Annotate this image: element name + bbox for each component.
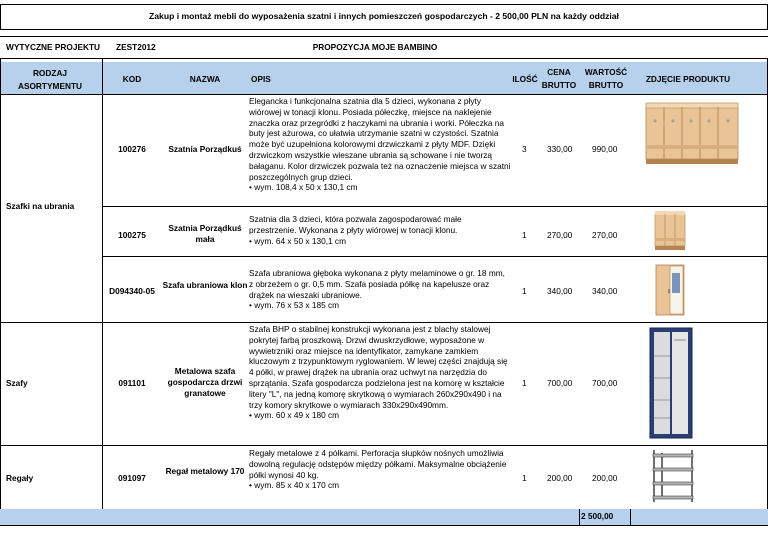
row-nazwa: Szatnia Porządkuś [168,144,242,154]
row-opis: Elegancka i funkcjonalna szatnia dla 5 dzieci, wykonana z płyty wiórowej w tonacji klonu. Posiada półeczkę, miejsce na naklejenie znaczka oraz przegródki z haczykami na ubrania i worki. Półeczka na buty jest ażurowa, co ułatwia utrzymanie szatni w czystości. Szatnia może być uzupełniona kolorowymi drzwiczkami z płyty MDF. Dzięki drzwiczkom wszystkie wieszane ubrania są schowane i nie tworzą bałaganu. Kolor drzwiczek pozwala też na oznaczenie miejsca w szatni poszczególnych grup dzieci. • wym. 108,4 x 50 x 130,1 cm [249,96,511,193]
row-wartosc: 990,00 [592,144,618,154]
row-opis: Regały metalowe z 4 półkami. Perforacja słupków nośnych umożliwia dowolną regulację odstępów między półkami. Maksymalne obciążenie półki wynosi 40 kg. • wym. 85 x 40 x 170 cm [249,448,507,491]
grid-line [102,58,103,509]
border [0,29,768,30]
row-ilosc: 1 [522,230,527,240]
header-wartosc: WARTOŚĆ BRUTTO [584,67,628,90]
row-wartosc: 200,00 [592,473,618,483]
header-nazwa: NAZWA [189,74,221,84]
row-cena: 340,00 [547,286,573,296]
grid-line [0,445,768,446]
border [0,4,768,5]
row-wartosc: 340,00 [592,286,618,296]
row-opis: Szafa ubraniowa głęboka wykonana z płyty melaminowe o gr. 18 mm, z obrzeżem o gr. 0,5 mm. Szafa posiada półkę na kapelusze oraz drążek na wieszaki ubraniowe. • wym. 76 x 53 x 185 cm [249,268,505,311]
row-ilosc: 1 [522,378,527,388]
metal-cabinet-photo [646,326,696,442]
total-band [0,509,768,525]
border [0,36,768,37]
grid-line [0,525,768,526]
locker-3-photo [653,210,687,252]
row-nazwa: Metalowa szafa gospodarcza drzwi granatowe [167,366,243,398]
row-kod: 091101 [118,378,146,388]
header-ilosc: ILOŚĆ [512,74,538,84]
page-title: Zakup i montaż mebli do wyposażenia szatni i innych pomieszczeń gospodarczych - 2 500,00 PLN na każdy oddział [149,11,619,21]
project-label: WYTYCZNE PROJEKTU [6,42,101,52]
row-ilosc: 1 [522,473,527,483]
row-wartosc: 700,00 [592,378,618,388]
category-szafki: Szafki na ubrania [6,201,75,211]
header-opis: OPIS [251,74,271,84]
row-opis: Szatnia dla 3 dzieci, która pozwala zagospodarować małe przestrzenie. Wykonana z płyty wiórowej w tonacji klonu. • wym. 64 x 50 x 130,1 cm [249,214,462,246]
grid-line [102,256,768,257]
header-zdjecie: ZDJĘCIE PRODUKTU [645,74,731,84]
row-kod: 100276 [118,144,146,154]
border [0,58,768,59]
project-code: ZEST2012 [116,42,156,52]
row-ilosc: 3 [522,144,527,154]
row-kod: 091097 [118,473,146,483]
row-kod: D094340-05 [109,286,155,296]
grid-line [579,509,580,525]
row-wartosc: 270,00 [592,230,618,240]
category-szafy: Szafy [6,378,28,388]
category-regaly: Regały [6,473,34,483]
row-cena: 270,00 [547,230,573,240]
metal-shelf-photo [650,448,696,504]
row-nazwa: Szafa ubraniowa klon [162,280,248,290]
row-opis: Szafa BHP o stabilnej konstrukcji wykonana jest z blachy stalowej pokrytej farbą proszkową. Drzwi dwuskrzydłowe, wyposażone w wywietrzniki oraz miejsce na identyfikator, zamykane zamkiem kluczowym z trzypunktowym ryglowaniem. W lewej części znajdują się 4 półki, w prawej drążek na ubrania oraz uchwyt na narzędzia do sprzątania. Szafa gospodarcza podzielona jest na komorę w kształcie litery "L", na jedną komorę skrytkową o wymiarach 260x290x490 i na trzy komory skrytkowe o wymiarach 330x290x490mm. • wym. 60 x 49 x 180 cm [249,324,508,421]
row-nazwa: Szatnia Porządkuś mała [168,223,242,244]
grid-line [0,58,1,526]
row-ilosc: 1 [522,286,527,296]
locker-5-photo [644,101,742,169]
total-value: 2 500,00 [581,511,614,521]
wardrobe-photo [654,263,686,317]
row-cena: 200,00 [547,473,573,483]
proposal-title: PROPOZYCJA MOJE BAMBINO [312,42,438,52]
grid-line [102,206,768,207]
row-cena: 700,00 [547,378,573,388]
grid-line [0,94,768,95]
grid-line [630,509,631,525]
header-rodzaj: RODZAJ ASORTYMENTU [17,68,83,91]
header-kod: KOD [122,74,142,84]
row-kod: 100275 [118,230,146,240]
grid-line [0,322,768,323]
row-nazwa: Regał metalowy 170 [165,466,245,476]
row-cena: 330,00 [547,144,573,154]
header-cena: CENA BRUTTO [541,67,577,90]
